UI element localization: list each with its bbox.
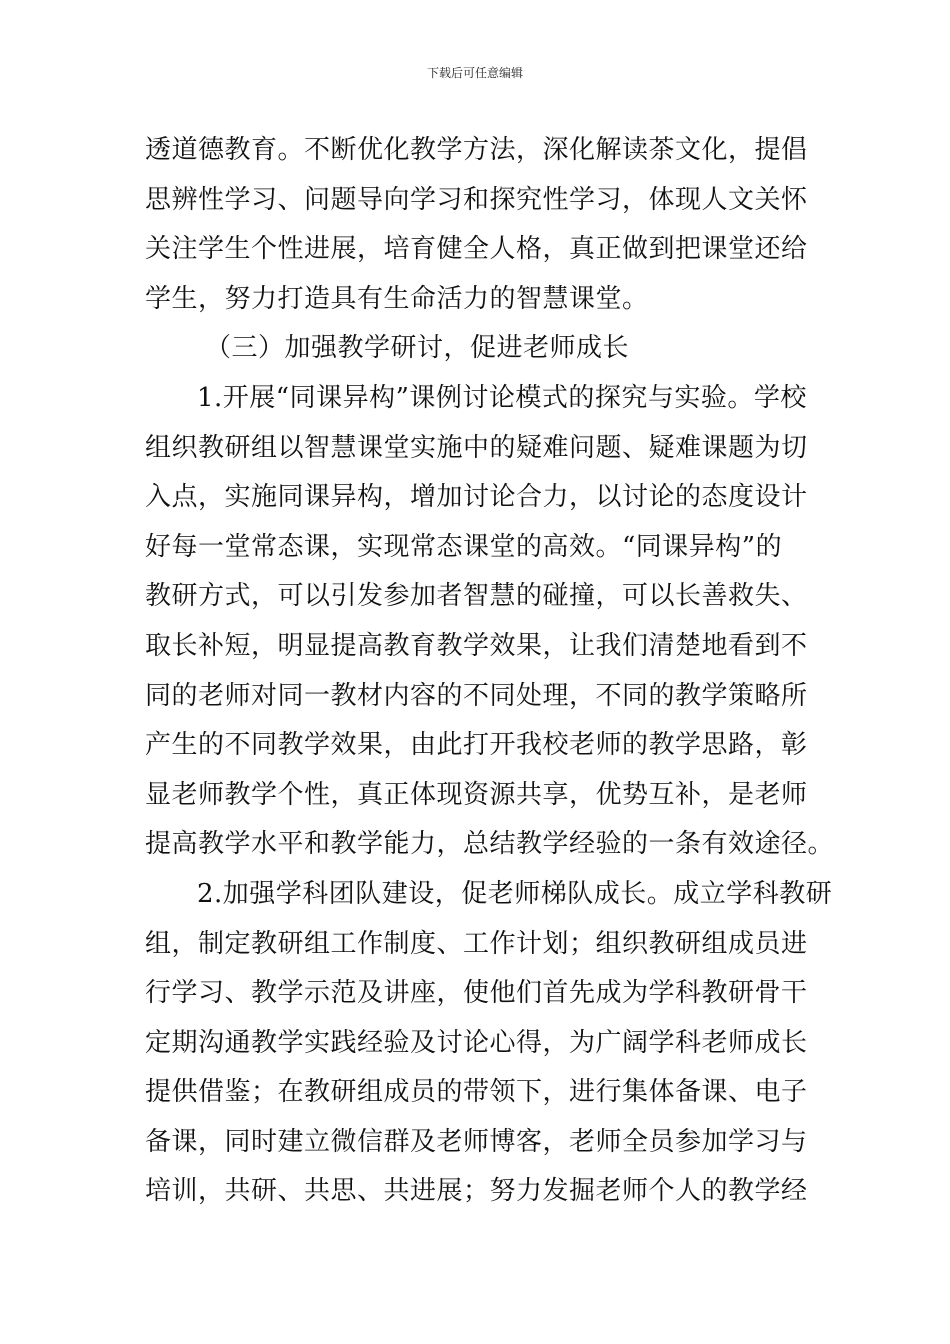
text-line: 取长补短，明显提高教育教学效果，让我们清楚地看到不 bbox=[145, 630, 808, 661]
text-line: 产生的不同教学效果，由此打开我校老师的教学思路，彰 bbox=[145, 730, 808, 761]
text-line: 教研方式，可以引发参加者智慧的碰撞，可以长善救失、 bbox=[145, 581, 808, 612]
paragraph-start: 1.开展“同课异构”课例讨论模式的探究与实验。学校 bbox=[197, 382, 807, 413]
page-header: 下载后可任意编辑 bbox=[426, 66, 523, 80]
text-line: 组，制定教研组工作制度、工作计划；组织教研组成员进 bbox=[145, 928, 808, 959]
text-line: 行学习、教学示范及讲座，使他们首先成为学科教研骨干 bbox=[145, 978, 808, 1009]
text-line: 学生，努力打造具有生命活力的智慧课堂。 bbox=[145, 283, 649, 314]
text-line: 提高教学水平和教学能力，总结教学经验的一条有效途径。 bbox=[145, 829, 835, 860]
text-line: 好每一堂常态课，实现常态课堂的高效。“同课异构”的 bbox=[145, 531, 783, 562]
text-line: 关注学生个性进展，培育健全人格，真正做到把课堂还给 bbox=[145, 234, 808, 265]
text-line: 培训，共研、共思、共进展；努力发掘老师个人的教学经 bbox=[145, 1176, 808, 1207]
text-line: 备课，同时建立微信群及老师博客，老师全员参加学习与 bbox=[145, 1126, 808, 1157]
document-body bbox=[145, 126, 835, 1217]
text-line: 入点，实施同课异构，增加讨论合力，以讨论的态度设计 bbox=[145, 482, 808, 513]
text-line: 同的老师对同一教材内容的不同处理，不同的教学策略所 bbox=[145, 680, 808, 711]
text-line: 组织教研组以智慧课堂实施中的疑难问题、疑难课题为切 bbox=[145, 432, 808, 463]
section-heading: （三）加强教学研讨，促进老师成长 bbox=[205, 333, 630, 364]
text-line: 提供借鉴；在教研组成员的带领下，进行集体备课、电子 bbox=[145, 1077, 808, 1108]
paragraph-start: 2.加强学科团队建设，促老师梯队成长。成立学科教研 bbox=[197, 878, 833, 909]
text-line: 透道德教育。不断优化教学方法，深化解读茶文化，提倡 bbox=[145, 135, 808, 165]
text-line: 思辨性学习、问题导向学习和探究性学习，体现人文关怀 bbox=[145, 184, 808, 215]
text-line: 定期沟通教学实践经验及讨论心得，为广阔学科老师成长 bbox=[145, 1027, 808, 1058]
text-line: 显老师教学个性，真正体现资源共享，优势互补，是老师 bbox=[145, 779, 808, 810]
